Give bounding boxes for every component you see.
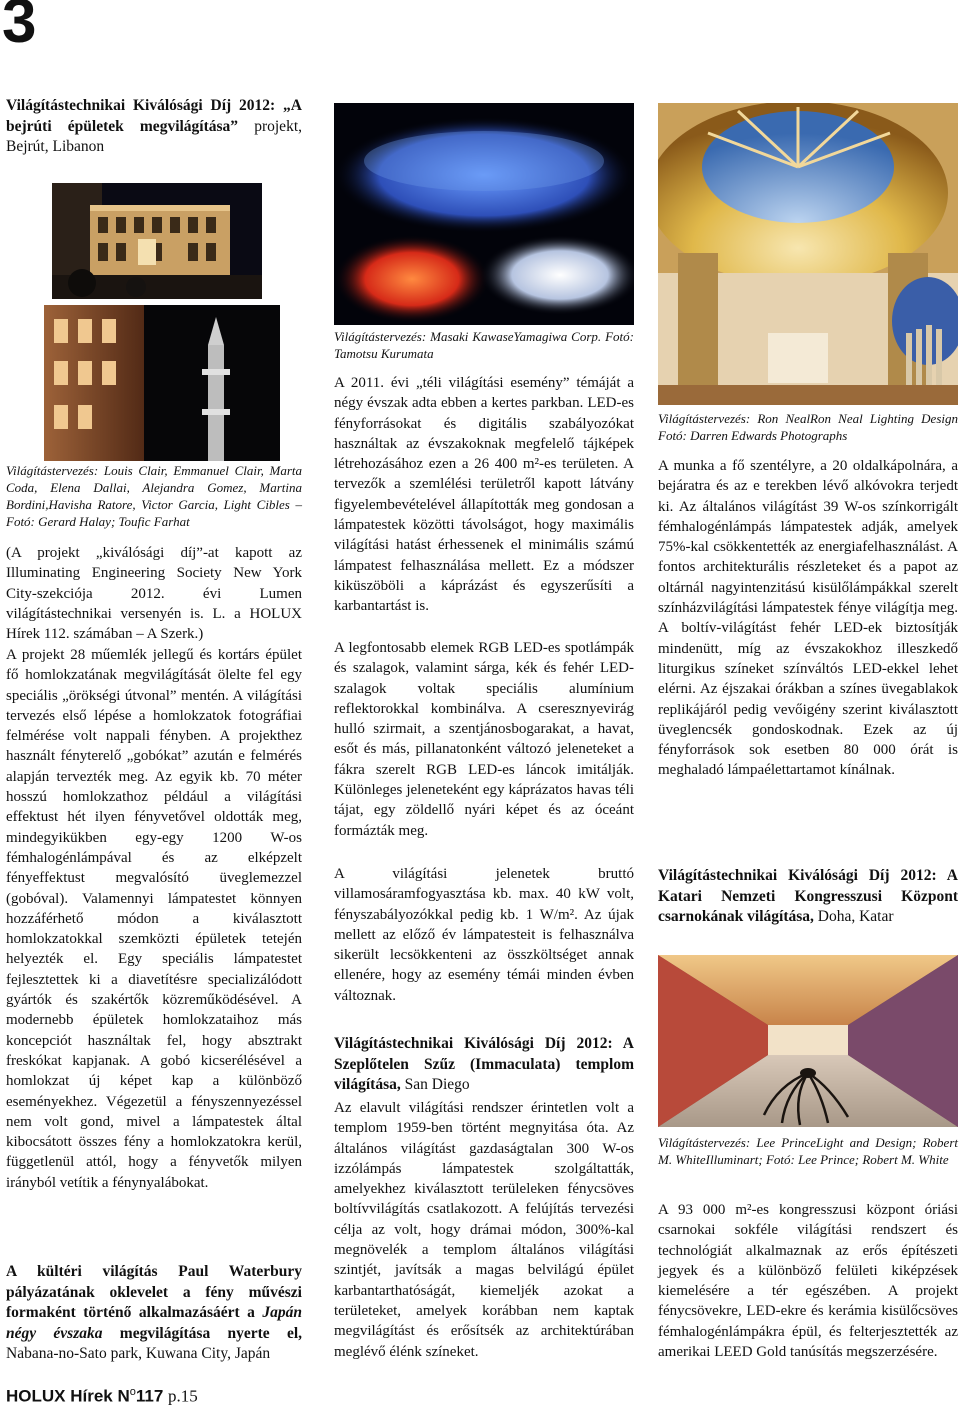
heading-beirut: Világítástechnikai Kiválósági Díj 2012: „A bejrúti épületek megvilágítása” projekt, Bejrút, Libanon — [6, 97, 302, 155]
immaculata-church-photo — [658, 103, 958, 405]
beirut-minaret-photo — [44, 305, 280, 461]
caption-nabana: Világítástervezés: Masaki KawaseYamagiwa Corp. Fotó: Tamotsu Kurumata — [334, 329, 634, 361]
para-immaculata-continued: A munka a fő szentélyre, a 20 oldalkápolnára, a bejáratra és az e terekben lévő alkóvokra terjedt ki. Az általános világítást 39 W-os színkorrigált fémhalogénlámpás lámpatestek adják, amelyek 75%-kal csökkentették az energiafelhasználást. A fontos architekturális részleteket és a papot az oltárnál nagyintenzitású kisülőlámpákkal szerelt színházvilágítási lámpatestek fénye világítja meg. A boltív-világítást fehér LED-ek biztosítják mindenütt, míg az évszakokhoz illeszkedő liturgikus színeket színváltós LED-ekkel lehet elérni. Az éjszakai órákban a színes üvegablakok replikájáról pedig vevőigény szerint kiválasztott üveglencsék gondoskodnak. Ezek az új fényforrások sok esetben 80 000 órát is meghaladó lámpaélettartamot kínálnak. — [658, 458, 958, 779]
heading-qatar: Világítástechnikai Kiválósági Díj 2012: A Katari Nemzeti Kongresszusi Központ csarnokának világítása, Doha, Katar — [658, 867, 958, 925]
heading-immaculata: Világítástechnikai Kiválósági Díj 2012: A Szeplőtelen Szűz (Immaculata) templom világítása, San Diego — [334, 1035, 634, 1093]
heading-nabana: A kültéri világítás Paul Waterbury pályázatának oklevelet a fény művészi formaként történő alkalmazásáért a Japán négy évszaka megvilágítása nyerte el, Nabana-no-Sato park, Kuwana City, Japán — [6, 1263, 303, 1362]
para-beirut-note: (A projekt „kiválósági díj”-at kapott az Illuminating Engineering Society New York City-szekciója 2012. évi Lumen világítástechnikai versenyén is. L. a HOLUX Hírek 112. számában – A Szerk.) — [6, 545, 302, 643]
qatar-hall-photo — [658, 955, 958, 1127]
caption-beirut: Világítástervezés: Louis Clair, Emmanuel Clair, Marta Coda, Elena Dallai, Alejandra Gomez, Martina Bordini,Havisha Ratore, Victor Garcia, Light Cibles – Fotó: Gerard Halay; Toufic Farhat — [6, 463, 302, 529]
beirut-building-photo — [52, 183, 262, 299]
para-nabana-3: A világítási jelenetek bruttó villamosáramfogyasztása kb. max. 40 kW volt, fényszabályozókkal pedig kb. 1 W/m². Az újak mellett az előző év lámpatesteit is felhasználva sikerült lecsökkenteni az összköltséget annak ellenére, hogy az esemény témái minden évben változnak. — [334, 866, 634, 1004]
page-number: 3 — [2, 0, 35, 56]
caption-immaculata: Világítástervezés: Ron NealRon Neal Lighting Design Fotó: Darren Edwards Photographs — [658, 411, 958, 443]
para-nabana-1: A 2011. évi „téli világítási esemény” témáját a négy évszak adta ebben a kertes parkban. LED-es fényforrásokat és digitális szabályozókat használtak az évszakoknak megfelelő tájképek létrehozásához ezen a 26 400 m²-es területen. A tervezők a szemlélési területről kapott látvány figyelembevételével állapították meg gondosan a lámpatestek közötti távolságot, hogy maximális világítási hatást érhessenek el minimális számú lámpatest felhasználása mellett. Ez a módszer kiküszöböli a káprázást és egyszerűsíti a karbantartást is. — [334, 375, 634, 615]
para-immaculata: Az elavult világítási rendszer érintetlen volt a templom 1959-ben történt megnyitása óta. Az általános világítást gazdaságtalan 300 W-os izzólámpás lámpatestek szolgáltatták, amelyekhez kiválasztott terüleleken fénycsöves boltívvilágítás csatlakozott. A felújítás tervezési célja az volt, hogy drámai módon, 300%-kal megnövelék a templom általános világítási szintjét, javítsák a magas belvilágú épület karbantarthatóságát, kiemeljék azokat a területeket, amelyek korábban nem kaptak megvilágítást és erősítsék az architektúrában meglévő élénk színeket. — [334, 1100, 634, 1360]
para-qatar: A 93 000 m²-es kongresszusi központ óriási csarnokai sokféle világítási rendszert és technológiát alkalmaznak az erős építészeti jegyek és a különböző felületi kiképzések kiemelésére a tér egészében. A projekt fénycsövekre, LED-ekre és kerámia kisülőcsöves fémhalogénlámpákra épül, és felterjesztették az amerikai LEED Gold tanúsítás megszerzésére. — [658, 1202, 958, 1361]
para-nabana-2: A legfontosabb elemek RGB LED-es spotlámpák és szalagok, valamint sárga, kék és fehér LED-szalagok voltak speciális alumínium reflektorokkal kombinálva. A cseresznyevirág hulló szirmait, a szentjánosbogarakat, a havat, esőt és más, pillanatonként változó jeleneteket a fákra szerelt RGB LED-es láncok imitálják. Különleges jeleneteként egy káprázatos havas téli tájat, egy zöldellő nyári képet és az óceánt formázták meg. — [334, 640, 634, 839]
caption-qatar: Világítástervezés: Lee PrinceLight and Design; Robert M. WhiteIlluminart; Fotó: Lee Prince; Robert M. White — [658, 1135, 958, 1167]
footer: HOLUX Hírek $N^o117$ p.15 — [6, 1386, 198, 1406]
para-beirut-body: A projekt 28 műemlék jellegű és kortárs épület fő homlokzatának megvilágítását ölelte fel egy speciális „örökségi útvonal” mentén. A világítási tervezés első lépése a homlokzatok fotográfiai felmérése volt nappali fényben. A projekthez használt fényterelő „gobókat” azután e felmérés alapján tervezték meg. Az egyik kb. 70 méter hosszú homlokzathoz például a világítási effektust hét ilyen fényvetővel oldották meg, mindegyikükben egy-egy 1200 W-os fémhalogénlámpával és az elképzelt fényeffektust megvalósító üveglemezzel (gobóval). Valamennyi lámpatestet könnyen hozzáférhető módon a kiválasztott homlokzatokkal szemközti épületek tetején helyezték el. Egy speciális lámpatestet fejlesztettek ki a diavetítésre specializálódott gyártók és szakértők közreműködésével. A modernebb épületek homlokzataihoz más koncepciót használtak fel, hogy absztrakt freskókat kapjanak. A gobó kicserélésével a homlokzat új képet kap a különböző eseményekhez. Végezetül a fényszennyezéssel nem volt gond, mivel a lámpatestek által kibocsátott összes fény a homlokzatokra kerül, függetlenül attól, hogy a fényvetők milyen irányból vetítik a fénynyalábokat. — [6, 647, 302, 1191]
four-seasons-led-photo — [334, 103, 634, 325]
